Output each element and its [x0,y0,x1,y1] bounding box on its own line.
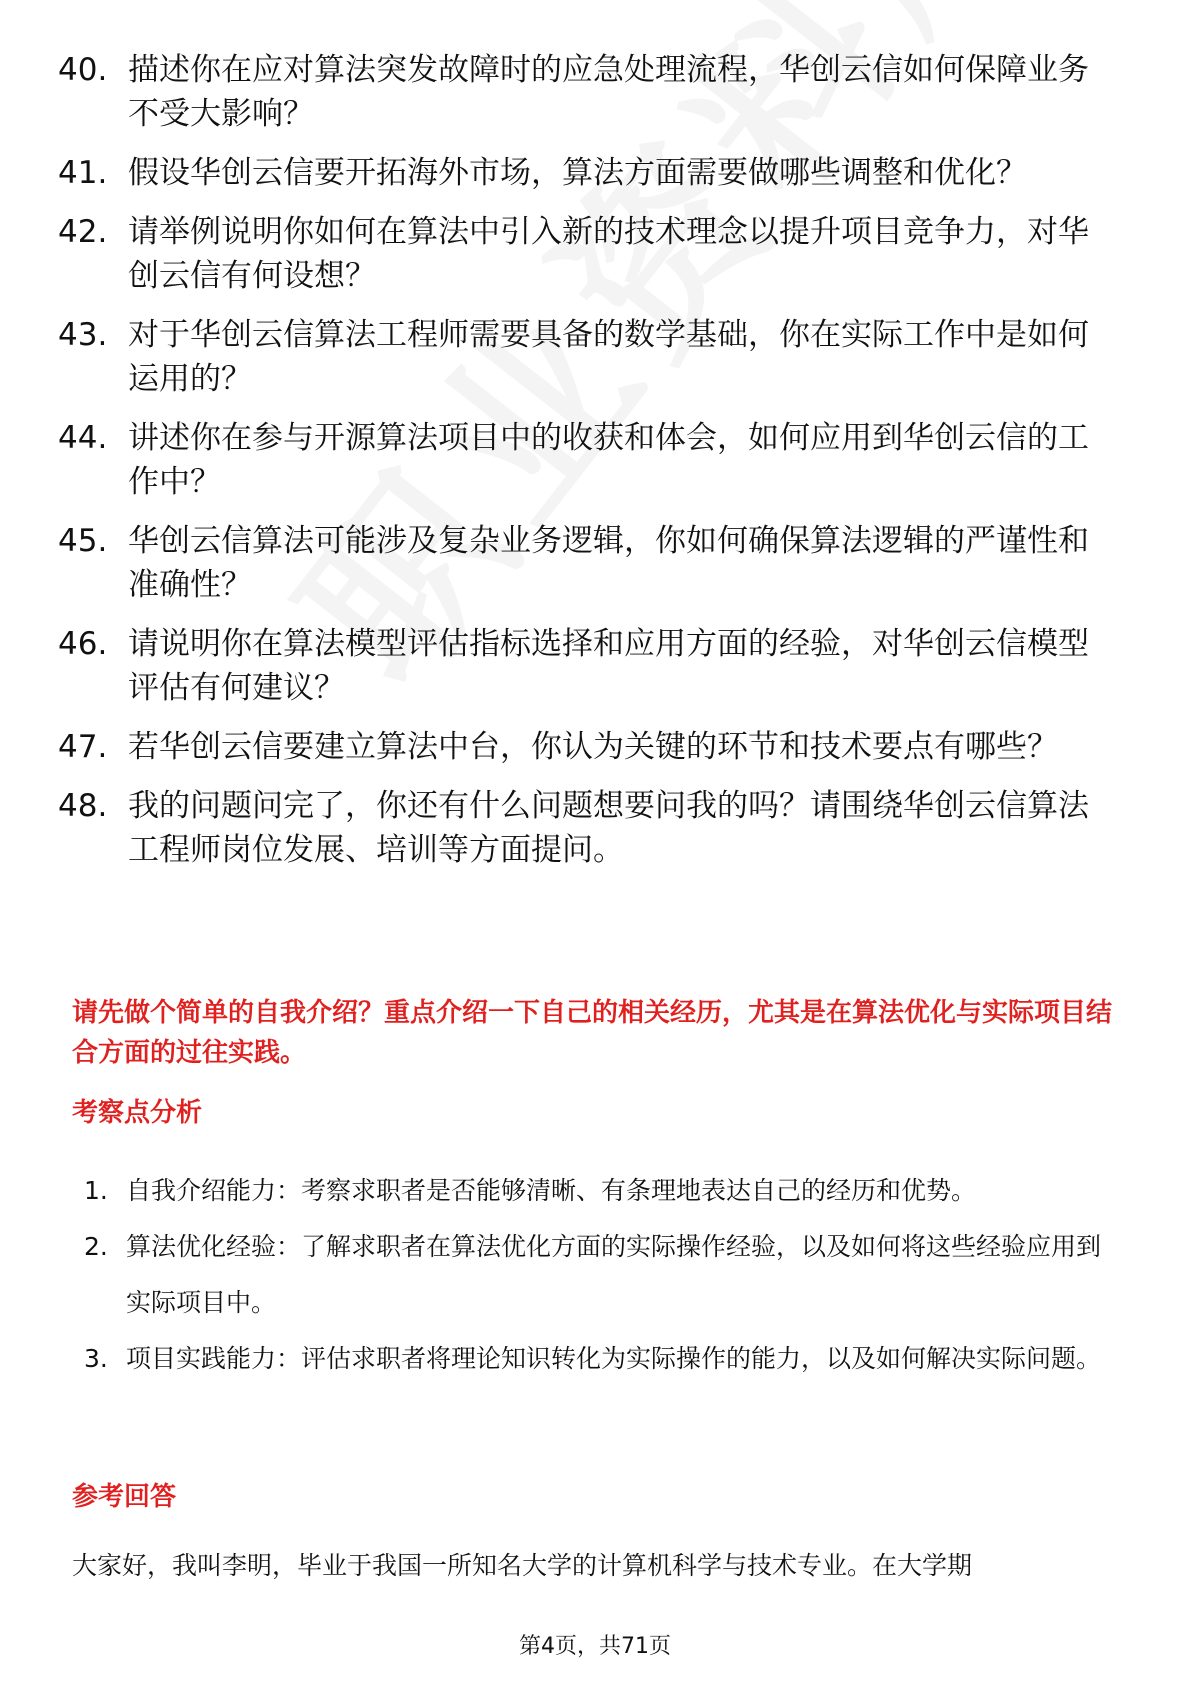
question-item [58,519,1118,607]
question-item [58,725,1118,769]
question-number: 43. [58,317,108,353]
question-item [58,210,1118,298]
question-number: 42. [58,214,108,250]
highlight-question: 请先做个简单的自我介绍？重点介绍一下自己的相关经历，尤其是在算法优化与实际项目结合方面的过往实践。 [72,998,1113,1068]
analysis-text: 算法优化经验：了解求职者在算法优化方面的实际操作经验，以及如何将这些经验应用到实际项目中。 [126,1232,1102,1317]
question-text: 讲述你在参与开源算法项目中的收获和体会，如何应用到华创云信的工作中？ [128,420,1089,500]
analysis-text: 项目实践能力：评估求职者将理论知识转化为实际操作的能力，以及如何解决实际问题。 [126,1344,1102,1373]
analysis-number: 3. [84,1344,108,1373]
question-item [58,416,1118,504]
question-number: 41. [58,155,108,191]
question-item [58,622,1118,710]
question-text: 请举例说明你如何在算法中引入新的技术理念以提升项目竞争力，对华创云信有何设想？ [128,214,1089,294]
question-number: 47. [58,729,108,765]
analysis-item [84,1331,1124,1387]
question-text: 请说明你在算法模型评估指标选择和应用方面的经验，对华创云信模型评估有何建议？ [128,626,1089,706]
question-number: 48. [58,788,108,824]
question-number: 44. [58,420,108,456]
question-text: 若华创云信要建立算法中台，你认为关键的环节和技术要点有哪些？ [128,729,1058,765]
question-list [58,48,1118,887]
analysis-number: 2. [84,1232,108,1261]
question-text: 描述你在应对算法突发故障时的应急处理流程，华创云信如何保障业务不受大影响？ [128,52,1089,132]
page-footer: 第4页，共71页 [519,1634,671,1659]
question-number: 40. [58,52,108,88]
analysis-item [84,1163,1124,1219]
analysis-number: 1. [84,1176,108,1205]
question-item [58,151,1118,195]
question-text: 假设华创云信要开拓海外市场，算法方面需要做哪些调整和优化？ [128,155,1027,191]
analysis-heading: 考察点分析 [72,1098,203,1128]
question-text: 我的问题问完了，你还有什么问题想要问我的吗？请围绕华创云信算法工程师岗位发展、培训等方面提问。 [128,788,1089,868]
reference-answer: 大家好，我叫李明，毕业于我国一所知名大学的计算机科学与技术专业。在大学期 [72,1551,973,1580]
question-item [58,784,1118,872]
question-number: 45. [58,523,108,559]
reference-heading: 参考回答 [72,1482,177,1512]
analysis-list [84,1163,1124,1387]
question-number: 46. [58,626,108,662]
question-item [58,313,1118,401]
question-text: 华创云信算法可能涉及复杂业务逻辑，你如何确保算法逻辑的严谨性和准确性？ [128,523,1089,603]
question-item [58,48,1118,136]
analysis-text: 自我介绍能力：考察求职者是否能够清晰、有条理地表达自己的经历和优势。 [126,1176,977,1205]
question-text: 对于华创云信算法工程师需要具备的数学基础，你在实际工作中是如何运用的？ [128,317,1089,397]
analysis-item [84,1219,1124,1331]
